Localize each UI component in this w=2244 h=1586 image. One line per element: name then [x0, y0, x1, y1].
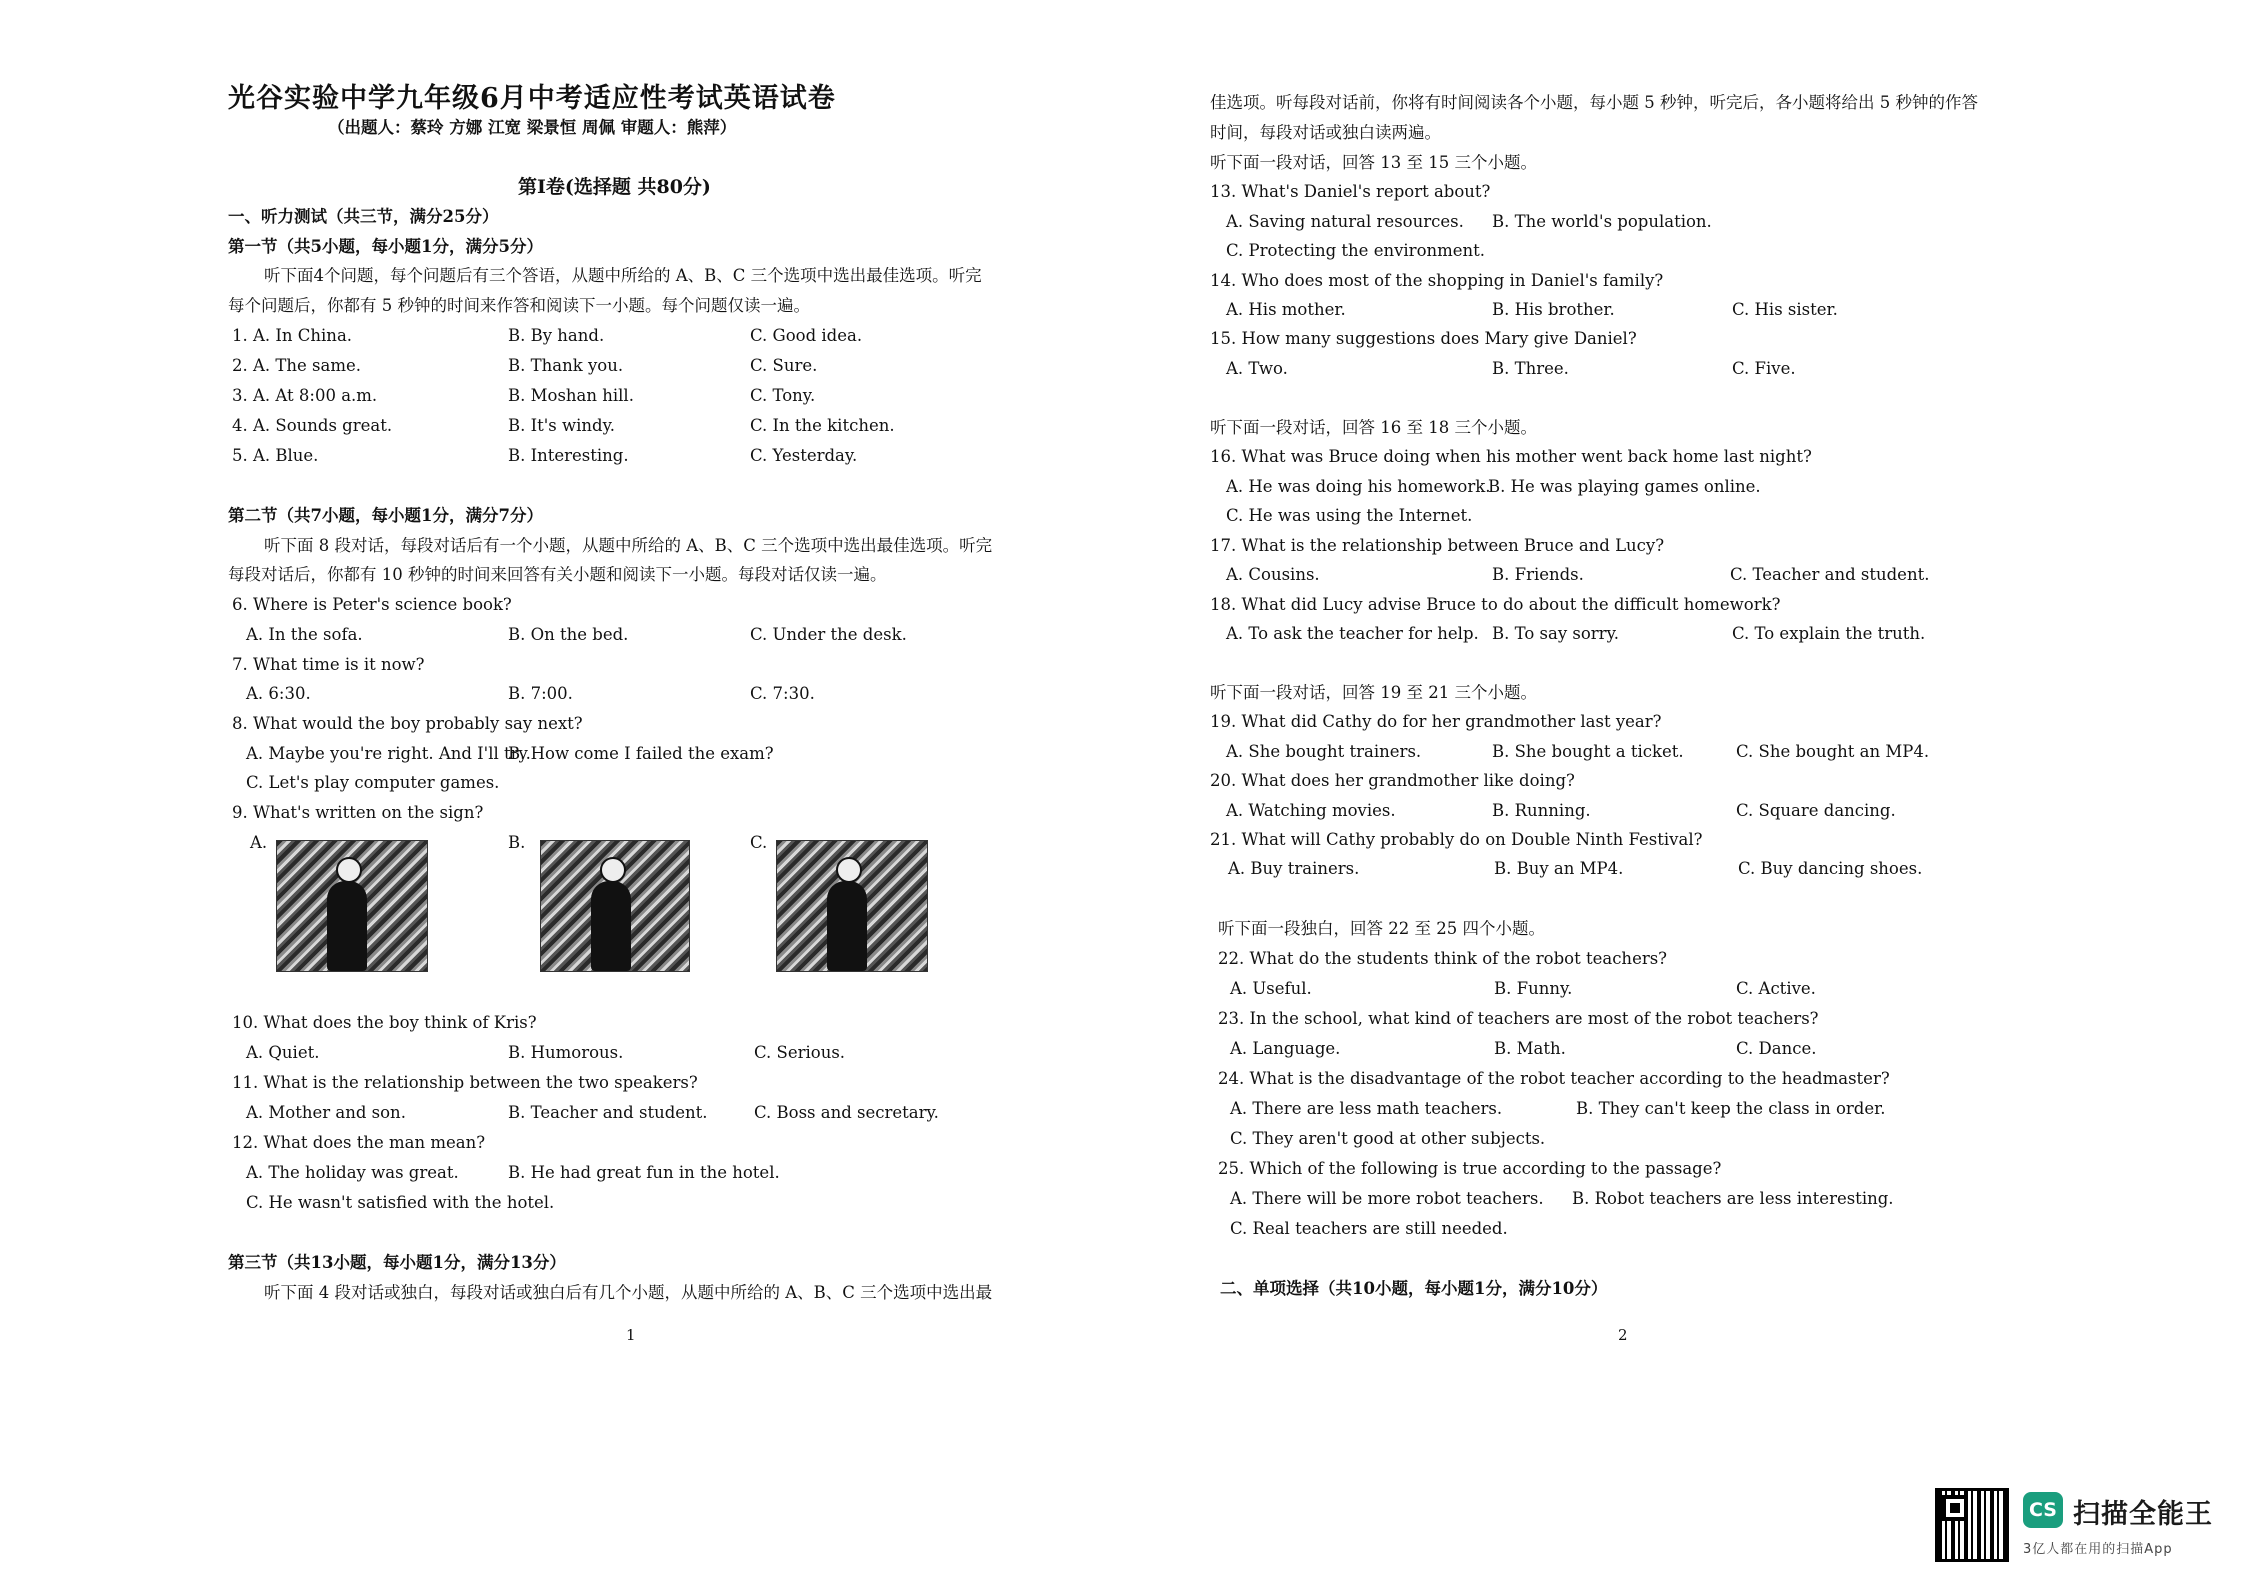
- section-listening-heading: 一、听力测试（共三节，满分25分）: [228, 207, 499, 226]
- q25-option-b: B. Robot teachers are less interesting.: [1572, 1189, 1894, 1208]
- group-19-21-intro: 听下面一段对话，回答 19 至 21 三个小题。: [1210, 683, 1537, 702]
- q20-option-a: A. Watching movies.: [1226, 801, 1396, 820]
- q4-option-a: 4. A. Sounds great.: [232, 416, 393, 435]
- q15-option-c: C. Five.: [1732, 359, 1796, 378]
- q25-question: 25. Which of the following is true according to the passage?: [1218, 1159, 1722, 1178]
- camscanner-tagline: 3亿人都在用的扫描App: [2023, 1542, 2173, 1557]
- q9-option-b-label: B.: [508, 833, 526, 852]
- qr-code-icon: [1935, 1488, 2009, 1562]
- page-2: [1210, 0, 2040, 1400]
- group-13-15-intro: 听下面一段对话，回答 13 至 15 三个小题。: [1210, 153, 1537, 172]
- q10-option-b: B. Humorous.: [508, 1043, 624, 1062]
- authors-line: （出题人：蔡玲 方娜 江宽 梁景恒 周佩 审题人：熊萍）: [328, 118, 737, 137]
- q25-option-a: A. There will be more robot teachers.: [1230, 1189, 1544, 1208]
- q13-option-b: B. The world's population.: [1492, 212, 1712, 231]
- q12-option-a: A. The holiday was great.: [246, 1163, 459, 1182]
- subsection-1-heading: 第一节（共5小题，每小题1分，满分5分）: [228, 237, 543, 256]
- q19-question: 19. What did Cathy do for her grandmother last year?: [1210, 712, 1662, 731]
- q12-question: 12. What does the man mean?: [232, 1133, 486, 1152]
- subsection-2-heading: 第二节（共7小题，每小题1分，满分7分）: [228, 506, 543, 525]
- q13-option-a: A. Saving natural resources.: [1226, 212, 1464, 231]
- q7-question: 7. What time is it now?: [232, 655, 425, 674]
- subsection-3-instruction-cont-2: 时间，每段对话或独白读两遍。: [1210, 123, 1441, 142]
- q17-option-a: A. Cousins.: [1226, 565, 1320, 584]
- q1-option-b: B. By hand.: [508, 326, 605, 345]
- page-number-2: 2: [1618, 1326, 1628, 1344]
- q11-question: 11. What is the relationship between the two speakers?: [232, 1073, 698, 1092]
- q21-question: 21. What will Cathy probably do on Double Ninth Festival?: [1210, 830, 1703, 849]
- q17-option-b: B. Friends.: [1492, 565, 1584, 584]
- q22-option-c: C. Active.: [1736, 979, 1816, 998]
- q15-question: 15. How many suggestions does Mary give Daniel?: [1210, 329, 1637, 348]
- page-1: [228, 0, 1058, 1400]
- q1-option-a: 1. A. In China.: [232, 326, 353, 345]
- q18-option-c: C. To explain the truth.: [1732, 624, 1926, 643]
- q24-question: 24. What is the disadvantage of the robot teacher according to the headmaster?: [1218, 1069, 1890, 1088]
- q4-option-c: C. In the kitchen.: [750, 416, 895, 435]
- q3-option-c: C. Tony.: [750, 386, 816, 405]
- q9-question: 9. What's written on the sign?: [232, 803, 484, 822]
- q8-option-b: B. How come I failed the exam?: [508, 744, 774, 763]
- q3-option-b: B. Moshan hill.: [508, 386, 634, 405]
- part-one-title: 第Ⅰ卷(选择题 共80分): [518, 176, 711, 198]
- q5-option-c: C. Yesterday.: [750, 446, 858, 465]
- q7-option-b: B. 7:00.: [508, 684, 573, 703]
- q3-option-a: 3. A. At 8:00 a.m.: [232, 386, 378, 405]
- subsection-2-instruction: 听下面 8 段对话，每段对话后有一个小题，从题中所给的 A、B、C 三个选项中选出最佳选项。听完: [264, 536, 993, 555]
- q14-question: 14. Who does most of the shopping in Daniel's family?: [1210, 271, 1664, 290]
- q23-option-b: B. Math.: [1494, 1039, 1566, 1058]
- q8-question: 8. What would the boy probably say next?: [232, 714, 583, 733]
- camscanner-logo-icon: CS: [2023, 1492, 2063, 1528]
- q12-option-c: C. He wasn't satisfied with the hotel.: [246, 1193, 555, 1212]
- q14-option-c: C. His sister.: [1732, 300, 1838, 319]
- q11-option-c: C. Boss and secretary.: [754, 1103, 939, 1122]
- q11-option-a: A. Mother and son.: [246, 1103, 406, 1122]
- subsection-2-instruction-cont: 每段对话后，你都有 10 秒钟的时间来回答有关小题和阅读下一小题。每段对话仅读一遍。: [228, 565, 887, 584]
- q19-option-a: A. She bought trainers.: [1226, 742, 1422, 761]
- q24-option-a: A. There are less math teachers.: [1230, 1099, 1503, 1118]
- q22-question: 22. What do the students think of the robot teachers?: [1218, 949, 1668, 968]
- subsection-3-instruction: 听下面 4 段对话或独白，每段对话或独白后有几个小题，从题中所给的 A、B、C 三个选项中选出最: [264, 1283, 993, 1302]
- q21-option-a: A. Buy trainers.: [1228, 859, 1360, 878]
- q13-question: 13. What's Daniel's report about?: [1210, 182, 1491, 201]
- q16-option-b: B. He was playing games online.: [1488, 477, 1761, 496]
- exam-title: 光谷实验中学九年级6月中考适应性考试英语试卷: [228, 83, 836, 114]
- q24-option-b: B. They can't keep the class in order.: [1576, 1099, 1886, 1118]
- q24-option-c: C. They aren't good at other subjects.: [1230, 1129, 1546, 1148]
- q17-question: 17. What is the relationship between Bruce and Lucy?: [1210, 536, 1665, 555]
- q1-option-c: C. Good idea.: [750, 326, 863, 345]
- q23-option-a: A. Language.: [1230, 1039, 1341, 1058]
- q6-option-b: B. On the bed.: [508, 625, 629, 644]
- q2-option-a: 2. A. The same.: [232, 356, 361, 375]
- q5-option-a: 5. A. Blue.: [232, 446, 319, 465]
- q9-image-b: [540, 840, 690, 972]
- q22-option-a: A. Useful.: [1230, 979, 1312, 998]
- q14-option-a: A. His mother.: [1226, 300, 1346, 319]
- section-multiple-choice-heading: 二、单项选择（共10小题，每小题1分，满分10分）: [1220, 1279, 1608, 1298]
- q2-option-b: B. Thank you.: [508, 356, 624, 375]
- q15-option-b: B. Three.: [1492, 359, 1569, 378]
- q20-option-b: B. Running.: [1492, 801, 1591, 820]
- q2-option-c: C. Sure.: [750, 356, 818, 375]
- q8-option-c: C. Let's play computer games.: [246, 773, 500, 792]
- scanner-watermark: [1935, 1488, 2235, 1568]
- q5-option-b: B. Interesting.: [508, 446, 629, 465]
- q23-option-c: C. Dance.: [1736, 1039, 1817, 1058]
- subsection-3-instruction-cont: 佳选项。听每段对话前，你将有时间阅读各个小题，每小题 5 秒钟，听完后，各小题将给出 5 秒钟的作答: [1210, 93, 1978, 112]
- q10-option-a: A. Quiet.: [246, 1043, 320, 1062]
- q6-option-a: A. In the sofa.: [246, 625, 363, 644]
- q18-option-a: A. To ask the teacher for help.: [1226, 624, 1479, 643]
- q9-image-a: [276, 840, 428, 972]
- q9-option-c-label: C.: [750, 833, 768, 852]
- q9-image-c: [776, 840, 928, 972]
- q23-question: 23. In the school, what kind of teachers are most of the robot teachers?: [1218, 1009, 1819, 1028]
- q18-option-b: B. To say sorry.: [1492, 624, 1619, 643]
- q17-option-c: C. Teacher and student.: [1730, 565, 1930, 584]
- group-16-18-intro: 听下面一段对话，回答 16 至 18 三个小题。: [1210, 418, 1537, 437]
- q14-option-b: B. His brother.: [1492, 300, 1615, 319]
- q19-option-b: B. She bought a ticket.: [1492, 742, 1684, 761]
- q6-question: 6. Where is Peter's science book?: [232, 595, 512, 614]
- q21-option-b: B. Buy an MP4.: [1494, 859, 1624, 878]
- q10-option-c: C. Serious.: [754, 1043, 846, 1062]
- subsection-1-instruction-cont: 每个问题后，你都有 5 秒钟的时间来作答和阅读下一小题。每个问题仅读一遍。: [228, 296, 810, 315]
- q7-option-a: A. 6:30.: [246, 684, 311, 703]
- q7-option-c: C. 7:30.: [750, 684, 815, 703]
- group-22-25-intro: 听下面一段独白，回答 22 至 25 四个小题。: [1218, 919, 1545, 938]
- q19-option-c: C. She bought an MP4.: [1736, 742, 1930, 761]
- page-number-1: 1: [626, 1326, 636, 1344]
- q13-option-c: C. Protecting the environment.: [1226, 241, 1486, 260]
- q18-question: 18. What did Lucy advise Bruce to do about the difficult homework?: [1210, 595, 1781, 614]
- q16-option-c: C. He was using the Internet.: [1226, 506, 1473, 525]
- q16-question: 16. What was Bruce doing when his mother went back home last night?: [1210, 447, 1812, 466]
- q12-option-b: B. He had great fun in the hotel.: [508, 1163, 780, 1182]
- q10-question: 10. What does the boy think of Kris?: [232, 1013, 537, 1032]
- q8-option-a: A. Maybe you're right. And I'll try.: [246, 744, 531, 763]
- q20-question: 20. What does her grandmother like doing?: [1210, 771, 1575, 790]
- q25-option-c: C. Real teachers are still needed.: [1230, 1219, 1508, 1238]
- q9-option-a-label: A.: [250, 833, 268, 852]
- q20-option-c: C. Square dancing.: [1736, 801, 1896, 820]
- subsection-3-heading: 第三节（共13小题，每小题1分，满分13分）: [228, 1253, 566, 1272]
- q16-option-a: A. He was doing his homework.: [1226, 477, 1491, 496]
- q22-option-b: B. Funny.: [1494, 979, 1573, 998]
- subsection-1-instruction: 听下面4个问题，每个问题后有三个答语，从题中所给的 A、B、C 三个选项中选出最佳选项。听完: [264, 266, 982, 285]
- q11-option-b: B. Teacher and student.: [508, 1103, 708, 1122]
- q6-option-c: C. Under the desk.: [750, 625, 907, 644]
- camscanner-name: 扫描全能王: [2073, 1499, 2213, 1530]
- q21-option-c: C. Buy dancing shoes.: [1738, 859, 1923, 878]
- q15-option-a: A. Two.: [1226, 359, 1288, 378]
- q4-option-b: B. It's windy.: [508, 416, 615, 435]
